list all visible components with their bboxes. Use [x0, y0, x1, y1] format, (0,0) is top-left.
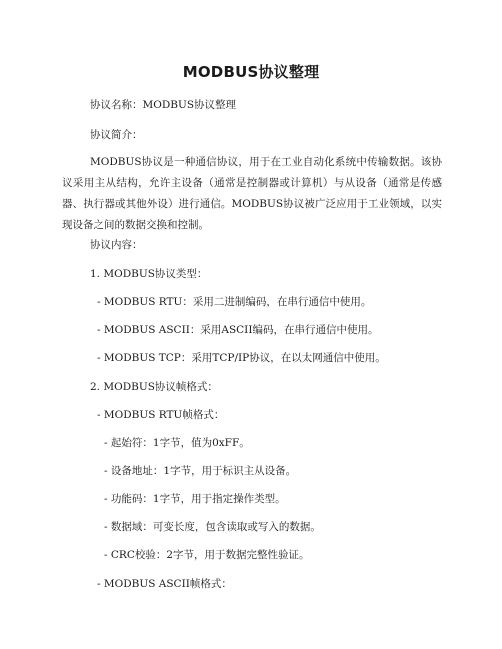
list-item-rtu-address: - 设备地址：1字节，用于标识主从设备。	[104, 465, 297, 477]
list-item-rtu-function: - 功能码：1字节，用于指定操作类型。	[104, 493, 286, 505]
intro-paragraph: MODBUS协议是一种通信协议，用于在工业自动化系统中传输数据。该协议采用主从结构，允许主设备（通常是控制器或计算机）与从设备（通常是传感器、执行器或其他外设）进行通信。MODBUS协议被广泛应用于工业领域，以实现设备之间的数据交换和控制。	[62, 156, 442, 231]
rtu-frame-heading: - MODBUS RTU帧格式：	[97, 409, 225, 421]
section-heading-types: 1. MODBUS协议类型：	[90, 268, 208, 280]
list-item-type-ascii: - MODBUS ASCII：采用ASCII编码，在串行通信中使用。	[97, 324, 379, 336]
section-heading-frame: 2. MODBUS协议帧格式：	[90, 381, 218, 393]
content-label: 协议内容：	[90, 239, 143, 251]
list-item-type-tcp: - MODBUS TCP：采用TCP/IP协议，在以太网通信中使用。	[97, 352, 386, 364]
list-item-rtu-start: - 起始符：1字节，值为0xFF。	[104, 437, 250, 449]
protocol-name: 协议名称：MODBUS协议整理	[90, 99, 237, 111]
intro-label: 协议简介：	[90, 129, 143, 141]
ascii-frame-heading: - MODBUS ASCII帧格式：	[97, 578, 232, 590]
list-item-rtu-data: - 数据域：可变长度，包含读取或写入的数据。	[104, 521, 321, 533]
document-title: MODBUS协议整理	[182, 63, 320, 81]
list-item-rtu-crc: - CRC校验：2字节，用于数据完整性验证。	[104, 549, 310, 561]
list-item-type-rtu: - MODBUS RTU：采用二进制编码，在串行通信中使用。	[97, 296, 372, 308]
